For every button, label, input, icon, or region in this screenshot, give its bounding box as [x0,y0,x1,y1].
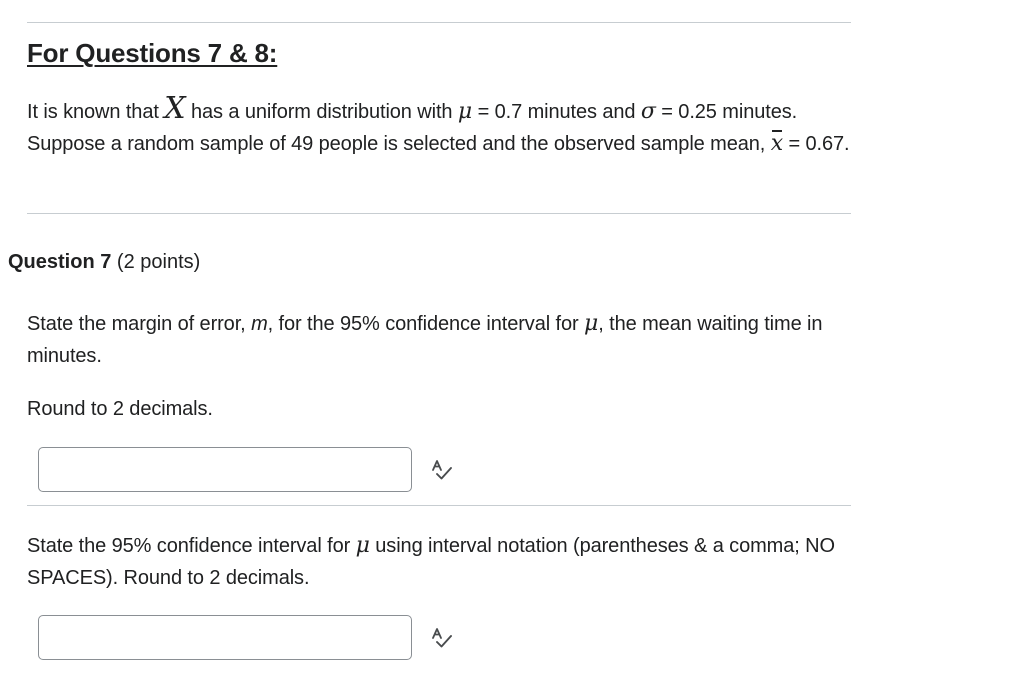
part1-text-2: , for the 95% confidence interval for [267,313,585,335]
intro-text-3: = 0.7 minutes and [472,101,641,123]
section-divider [27,213,851,214]
page-title: For Questions 7 & 8: [27,38,278,68]
mu-symbol: μ [584,311,599,336]
part1-text-1: State the margin of error, [27,313,252,335]
question-heading [8,248,200,276]
spellcheck-icon[interactable] [430,627,454,649]
x-variable: X [164,91,186,126]
intro-text-1: It is known that [27,101,165,123]
intro-text-2: has a uniform distribution with [185,101,458,123]
part1-text-3: , the mean waiting time in minutes. [27,313,823,367]
intro-text-4: = 0.25 minutes. Suppose a random sample of 49 people is selected and the observed sample mean, [27,101,798,155]
mu-symbol: μ [355,533,370,558]
intro-text-5: = 0.67. [783,133,850,155]
part1-prompt [27,308,857,372]
question-label: Question 7 [8,251,112,273]
part1-instruction: Round to 2 decimals. [27,398,213,420]
margin-of-error-input[interactable] [38,447,412,492]
part-divider [27,505,851,506]
confidence-interval-input[interactable] [38,615,412,660]
intro-paragraph [27,91,857,160]
mu-symbol: μ [457,99,473,124]
part2-text-2: using interval notation (parentheses & a comma; NO SPACES). Round to 2 decimals. [27,535,835,589]
top-divider [27,22,851,23]
question-points: (2 points) [111,251,201,273]
m-symbol: m [251,313,268,335]
xbar-symbol: x [770,131,783,156]
part2-prompt [27,530,857,594]
part2-text-1: State the 95% confidence interval for [27,535,356,557]
spellcheck-icon[interactable] [430,459,454,481]
sigma-symbol: σ [640,99,656,124]
